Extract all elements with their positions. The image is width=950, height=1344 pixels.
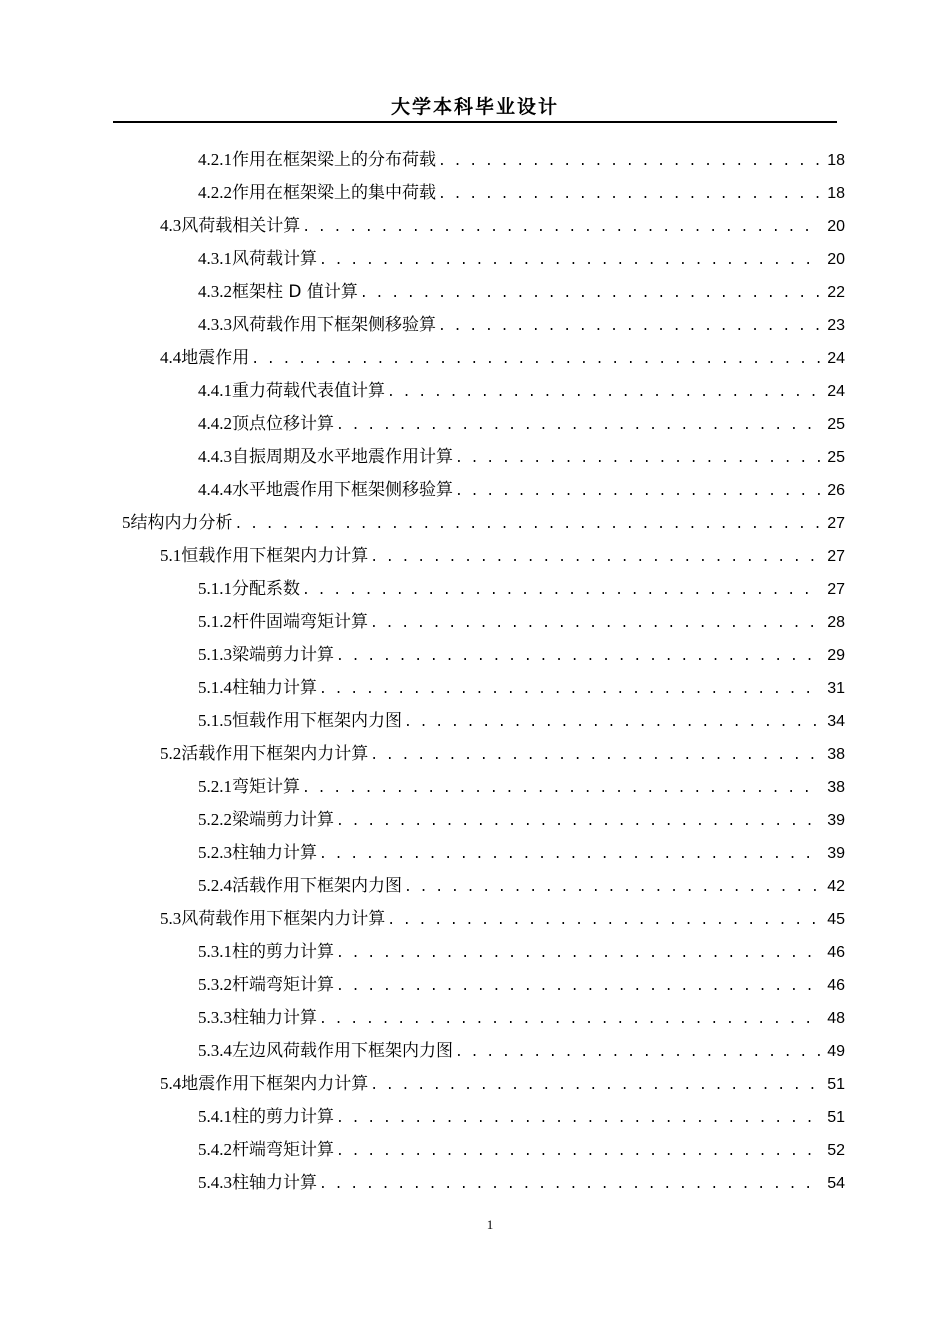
toc-entry-title: 风荷载作用下框架侧移验算 xyxy=(232,315,436,335)
toc-entry[interactable] xyxy=(198,643,845,667)
toc-entry-title: 水平地震作用下框架侧移验算 xyxy=(232,480,453,500)
toc-entry-title: 地震作用 xyxy=(181,348,250,368)
toc-entry[interactable] xyxy=(198,577,845,601)
toc-entry-number: 4.4.4 xyxy=(198,480,232,499)
toc-entry-number: 5.1.2 xyxy=(198,612,232,631)
toc-dot-leader xyxy=(370,744,821,768)
toc-dot-leader xyxy=(336,942,821,966)
toc-dot-leader xyxy=(336,1107,821,1131)
toc-entry-number: 5.4 xyxy=(160,1074,182,1093)
toc-entry-number: 5.2.2 xyxy=(198,810,232,829)
toc-entry-number: 4.3.2 xyxy=(198,282,232,301)
header-divider xyxy=(113,121,837,123)
toc-entry-title: 梁端剪力计算 xyxy=(232,810,334,830)
toc-entry-number: 5.1 xyxy=(160,546,182,565)
toc-entry-title: 分配系数 xyxy=(232,579,300,599)
toc-dot-leader xyxy=(336,810,821,834)
toc-entry-page: 38 xyxy=(827,779,845,796)
toc-dot-leader xyxy=(387,381,821,405)
toc-entry-title: 柱轴力计算 xyxy=(232,678,317,698)
toc-entry-page: 25 xyxy=(827,449,845,466)
toc-entry-title: 杆端弯矩计算 xyxy=(232,1140,334,1160)
toc-dot-leader xyxy=(455,480,821,504)
toc-dot-leader xyxy=(319,1008,821,1032)
toc-dot-leader xyxy=(370,1074,821,1098)
toc-entry-number: 5.1.4 xyxy=(198,678,232,697)
toc-dot-leader xyxy=(404,876,821,900)
toc-entry-title: 弯矩计算 xyxy=(232,777,300,797)
toc-entry[interactable] xyxy=(198,412,845,436)
page-number: 1 xyxy=(486,1217,494,1232)
toc-entry[interactable] xyxy=(198,1138,845,1162)
toc-entry-title: 自振周期及水平地震作用计算 xyxy=(232,447,453,467)
toc-entry-number: 5.2.3 xyxy=(198,843,232,862)
toc-entry[interactable] xyxy=(160,544,845,568)
toc-dot-leader xyxy=(404,711,821,735)
toc-entry[interactable] xyxy=(198,874,845,898)
toc-dot-leader xyxy=(251,348,821,372)
toc-entry-page: 27 xyxy=(827,548,845,565)
toc-entry-title: 左边风荷载作用下框架内力图 xyxy=(232,1041,453,1061)
toc-entry-title: 柱轴力计算 xyxy=(232,1173,317,1193)
toc-entry-title: 梁端剪力计算 xyxy=(232,645,334,665)
toc-entry-title: 风荷载作用下框架内力计算 xyxy=(181,909,386,929)
toc-entry[interactable] xyxy=(198,709,845,733)
toc-dot-leader xyxy=(319,843,821,867)
toc-entry[interactable] xyxy=(198,940,845,964)
toc-dot-leader xyxy=(319,249,821,273)
toc-entry-number: 4.4.1 xyxy=(198,381,232,400)
toc-entry-page: 48 xyxy=(827,1010,845,1027)
toc-dot-leader xyxy=(370,546,821,570)
toc-entry[interactable] xyxy=(198,1105,845,1129)
toc-entry[interactable] xyxy=(198,247,845,271)
toc-entry-title: 柱的剪力计算 xyxy=(232,942,334,962)
toc-entry-title: 柱轴力计算 xyxy=(232,1008,317,1028)
toc-entry-number: 5.1.5 xyxy=(198,711,232,730)
toc-entry-page: 39 xyxy=(827,812,845,829)
toc-entry[interactable] xyxy=(198,973,845,997)
toc-entry-page: 51 xyxy=(827,1109,845,1126)
toc-entry-title: 顶点位移计算 xyxy=(232,414,334,434)
toc-entry[interactable] xyxy=(198,1171,845,1195)
toc-entry-number: 5.3 xyxy=(160,909,182,928)
toc-dot-leader xyxy=(455,447,821,471)
toc-entry[interactable] xyxy=(198,478,845,502)
toc-dot-leader xyxy=(336,1140,821,1164)
toc-entry-page: 18 xyxy=(827,152,845,169)
toc-entry-page: 46 xyxy=(827,944,845,961)
toc-entry-number: 4.4.3 xyxy=(198,447,232,466)
toc-entry-title: 杆件固端弯矩计算 xyxy=(232,612,368,632)
toc-entry-number: 4.4.2 xyxy=(198,414,232,433)
toc-entry-number: 4.2.1 xyxy=(198,150,232,169)
toc-entry-page: 34 xyxy=(827,713,845,730)
toc-entry[interactable] xyxy=(198,676,845,700)
toc-entry-title: 风荷载相关计算 xyxy=(181,216,301,236)
toc-entry-page: 28 xyxy=(827,614,845,631)
toc-dot-leader xyxy=(336,975,821,999)
toc-entry-number: 4.2.2 xyxy=(198,183,232,202)
toc-dot-leader xyxy=(370,612,821,636)
toc-entry[interactable] xyxy=(160,1072,845,1096)
toc-dot-leader xyxy=(438,315,821,339)
toc-entry-page: 38 xyxy=(827,746,845,763)
toc-dot-leader xyxy=(336,645,821,669)
toc-entry-page: 18 xyxy=(827,185,845,202)
toc-entry-title: 恒载作用下框架内力图 xyxy=(232,711,402,731)
toc-entry-number: 5.2.1 xyxy=(198,777,232,796)
toc-entry-title: 活载作用下框架内力图 xyxy=(232,876,402,896)
toc-entry-number: 4.3 xyxy=(160,216,182,235)
toc-entry[interactable] xyxy=(160,742,845,766)
toc-entry-page: 45 xyxy=(827,911,845,928)
toc-entry-page: 24 xyxy=(827,350,845,367)
toc-entry-title: 重力荷载代表值计算 xyxy=(232,381,385,401)
toc-entry-page: 42 xyxy=(827,878,845,895)
toc-dot-leader xyxy=(319,678,821,702)
toc-entry-number: 4.3.3 xyxy=(198,315,232,334)
toc-dot-leader xyxy=(360,282,821,306)
toc-entry-page: 49 xyxy=(827,1043,845,1060)
toc-entry-page: 24 xyxy=(827,383,845,400)
toc-entry-number: 5.4.2 xyxy=(198,1140,232,1159)
toc-dot-leader xyxy=(438,183,821,207)
toc-entry-title: 柱的剪力计算 xyxy=(232,1107,334,1127)
toc-entry-number: 5.2.4 xyxy=(198,876,232,895)
toc-entry-title: 风荷载计算 xyxy=(232,249,317,269)
toc-entry-number: 4.4 xyxy=(160,348,182,367)
toc-entry[interactable] xyxy=(198,148,845,172)
toc-entry[interactable] xyxy=(198,775,845,799)
toc-dot-leader xyxy=(336,414,821,438)
toc-entry-page: 22 xyxy=(827,284,845,301)
toc-entry-number: 5.3.3 xyxy=(198,1008,232,1027)
toc-entry[interactable] xyxy=(198,445,845,469)
page-header-title: 大学本科毕业设计 xyxy=(390,96,559,118)
toc-entry[interactable] xyxy=(160,907,845,931)
toc-entry-title: 柱轴力计算 xyxy=(232,843,317,863)
toc-entry-page: 52 xyxy=(827,1142,845,1159)
toc-entry-number: 5.3.4 xyxy=(198,1041,232,1060)
toc-dot-leader xyxy=(302,216,821,240)
toc-entry[interactable] xyxy=(198,1039,845,1063)
toc-entry-title: 作用在框架梁上的集中荷载 xyxy=(232,183,436,203)
toc-entry-title: 杆端弯矩计算 xyxy=(232,975,334,995)
toc-entry[interactable] xyxy=(198,808,845,832)
toc-dot-leader xyxy=(235,513,822,537)
toc-entry-number: 5.3.1 xyxy=(198,942,232,961)
toc-entry-number: 5 xyxy=(122,513,131,532)
toc-entry-title: 活载作用下框架内力计算 xyxy=(181,744,369,764)
toc-entry-page: 46 xyxy=(827,977,845,994)
toc-entry-page: 27 xyxy=(827,581,845,598)
toc-entry-title: 地震作用下框架内力计算 xyxy=(181,1074,369,1094)
toc-entry-title: 恒载作用下框架内力计算 xyxy=(181,546,369,566)
toc-entry-page: 26 xyxy=(827,482,845,499)
toc-entry-page: 27 xyxy=(827,515,845,532)
toc-entry-number: 4.3.1 xyxy=(198,249,232,268)
toc-entry-title: 结构内力分析 xyxy=(130,513,233,533)
toc-entry-title: 框架柱 D 值计算 xyxy=(232,282,358,302)
toc-entry[interactable] xyxy=(198,379,845,403)
toc-entry[interactable] xyxy=(160,346,845,370)
toc-entry-number: 5.3.2 xyxy=(198,975,232,994)
toc-entry-number: 5.2 xyxy=(160,744,182,763)
toc-entry-number: 5.1.3 xyxy=(198,645,232,664)
toc-entry-page: 20 xyxy=(827,251,845,268)
toc-entry-page: 54 xyxy=(827,1175,845,1192)
toc-entry[interactable] xyxy=(198,181,845,205)
toc-dot-leader xyxy=(387,909,821,933)
toc-dot-leader xyxy=(302,579,821,603)
toc-entry[interactable] xyxy=(198,1006,845,1030)
toc-dot-leader xyxy=(302,777,821,801)
toc-entry-page: 23 xyxy=(827,317,845,334)
toc-dot-leader xyxy=(319,1173,821,1197)
toc-dot-leader xyxy=(455,1041,821,1065)
toc-entry-number: 5.4.1 xyxy=(198,1107,232,1126)
toc-dot-leader xyxy=(438,150,821,174)
toc-entry[interactable] xyxy=(160,214,845,238)
toc-entry-page: 51 xyxy=(827,1076,845,1093)
toc-entry-page: 25 xyxy=(827,416,845,433)
toc-entry-page: 31 xyxy=(827,680,845,697)
toc-entry-title: 作用在框架梁上的分布荷载 xyxy=(232,150,436,170)
toc-entry-page: 29 xyxy=(827,647,845,664)
toc-entry-number: 5.4.3 xyxy=(198,1173,232,1192)
toc-entry-page: 20 xyxy=(827,218,845,235)
toc-entry[interactable] xyxy=(122,511,845,535)
toc-entry[interactable] xyxy=(198,313,845,337)
toc-entry[interactable] xyxy=(198,841,845,865)
toc-entry[interactable] xyxy=(198,280,845,304)
toc-entry-number: 5.1.1 xyxy=(198,579,232,598)
toc-entry[interactable] xyxy=(198,610,845,634)
toc-entry-page: 39 xyxy=(827,845,845,862)
